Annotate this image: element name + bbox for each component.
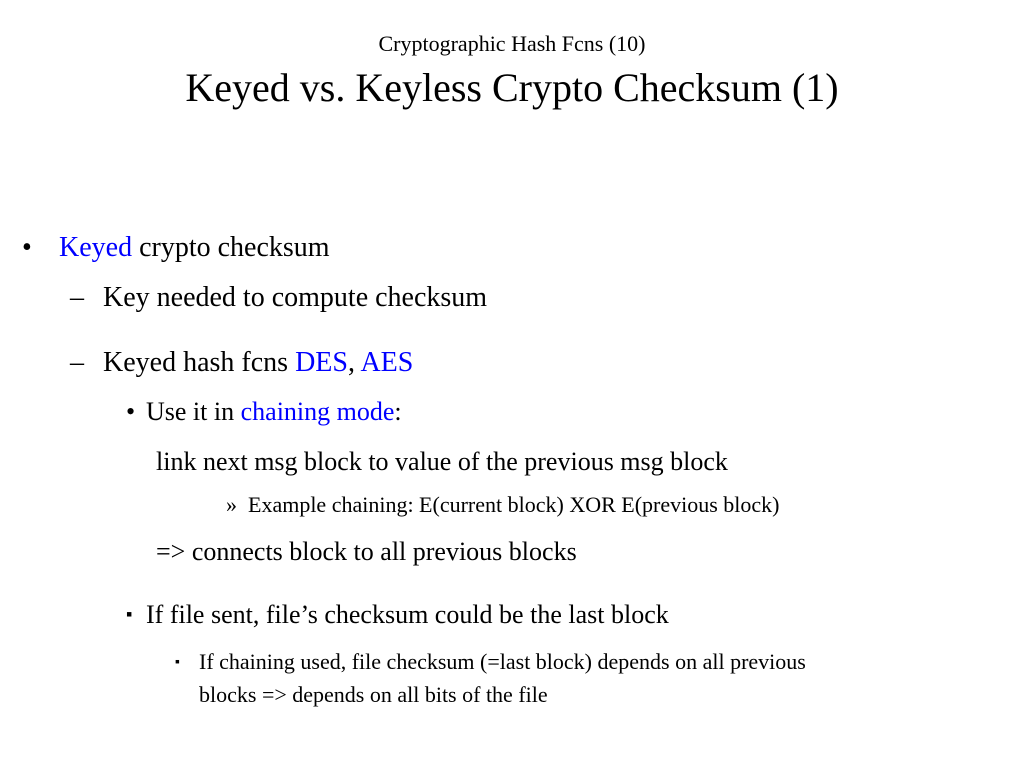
slide-title: Keyed vs. Keyless Crypto Checksum (1) (185, 65, 839, 110)
connects-blocks-line: => connects block to all previous blocks (156, 537, 577, 566)
dash-marker: – (70, 347, 84, 378)
slide-subtitle: Cryptographic Hash Fcns (10) (378, 31, 646, 56)
dash-marker: – (70, 282, 84, 313)
bullet-text: If file sent, file’s checksum could be the last block (146, 600, 669, 629)
bullet-chaining-used-line2: blocks => depends on all bits of the file (199, 682, 548, 707)
raquo-marker: » (226, 492, 237, 517)
bullet-example-chaining (226, 492, 780, 517)
keyword-chaining-mode: chaining mode (240, 397, 395, 426)
bullet-marker: • (22, 232, 32, 263)
bullet-marker: • (126, 397, 136, 426)
bullet-text: Key needed to compute checksum (103, 282, 488, 313)
bullet-text: Example chaining: E(current block) XOR E(previous block) (248, 492, 780, 517)
bullet-keyed-crypto-checksum (22, 232, 330, 263)
keyword-keyed: Keyed (59, 232, 133, 263)
bullet-chaining-used (175, 649, 806, 674)
keyword-des: DES (295, 347, 348, 378)
bullet-text: Use it in chaining mode: (146, 397, 402, 426)
bullet-text: Keyed crypto checksum (59, 232, 330, 263)
bullet-text-line1: If chaining used, file checksum (=last block) depends on all previous (199, 649, 806, 674)
square-marker: ▪ (126, 604, 133, 624)
bullet-text: Keyed hash fcns DES, AES (103, 347, 414, 378)
bullet-file-checksum (126, 600, 669, 629)
bullet-chaining-mode (126, 397, 402, 426)
bullet-keyed-hash-fcns (70, 347, 414, 378)
chaining-link-line: link next msg block to value of the previous msg block (156, 447, 728, 476)
bullet-key-needed (70, 282, 488, 313)
square-marker: ▪ (175, 655, 180, 670)
keyword-aes: AES (360, 347, 414, 378)
